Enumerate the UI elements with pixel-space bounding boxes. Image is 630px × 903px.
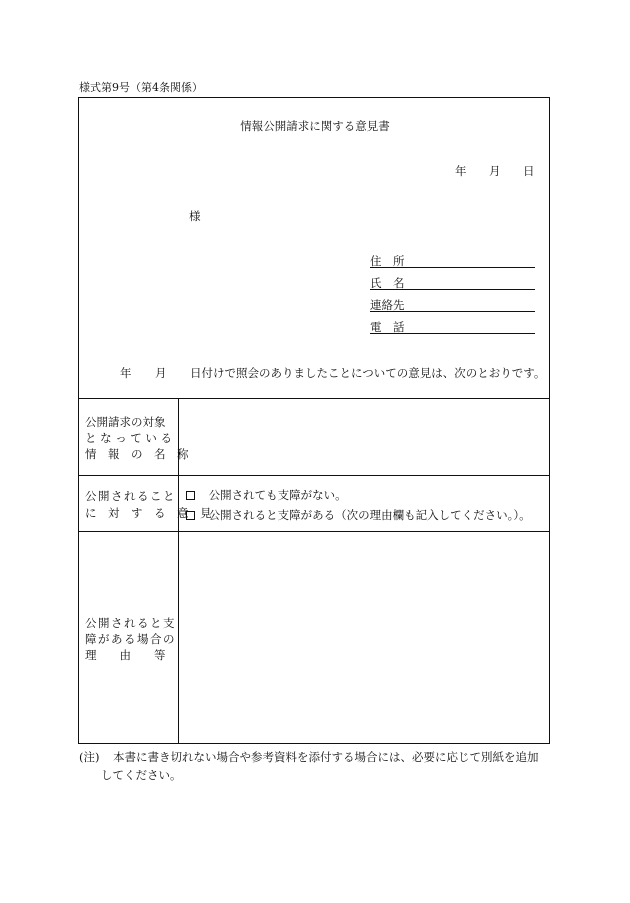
target-info-field[interactable] — [180, 400, 548, 474]
address-field[interactable] — [370, 267, 535, 268]
row-divider — [78, 531, 550, 532]
name-label: 氏 名 — [370, 276, 405, 290]
form-number: 様式第9号（第4条関係） — [79, 81, 203, 94]
form-title: 情報公開請求に関する意見書 — [240, 119, 390, 133]
row-divider — [78, 475, 550, 476]
contact-label: 連絡先 — [370, 298, 405, 312]
note-line-2: してください。 — [101, 768, 182, 782]
checkbox-not-harmful[interactable] — [186, 491, 195, 500]
option-not-harmful[interactable] — [186, 488, 347, 502]
checkbox-harmful[interactable] — [186, 511, 195, 520]
option-harmful-text: 公開されると支障がある（次の理由欄も記入してください。）。 — [208, 508, 531, 522]
reason-label-line: 理 由 等 — [85, 648, 166, 662]
contact-field[interactable] — [370, 311, 535, 312]
date-month-label: 月 — [489, 164, 501, 178]
phone-label: 電 話 — [370, 320, 405, 334]
target-info-label-line: 情 報 の 名 称 — [85, 447, 189, 461]
option-harmful[interactable] — [186, 508, 531, 522]
intro-text: 日付けで照会のありましたことについての意見は、次のとおりです。 — [190, 366, 546, 380]
address-label: 住 所 — [370, 254, 405, 268]
target-info-label-line: となっている — [85, 431, 176, 445]
name-field[interactable] — [370, 289, 535, 290]
phone-field[interactable] — [370, 333, 535, 334]
date-year-label: 年 — [455, 164, 467, 178]
option-not-harmful-text: 公開されても支障がない。 — [208, 488, 347, 502]
note-prefix: (注) — [79, 750, 100, 764]
intro-year-label: 年 — [120, 366, 132, 380]
addressee-suffix: 様 — [189, 209, 201, 223]
label-text: 公開請求の対象 — [85, 415, 166, 429]
reason-label-line: 障がある場合の — [85, 632, 176, 646]
opinion-label-line: 公開されること — [85, 489, 176, 503]
row-divider — [78, 398, 550, 399]
reason-label-line: 公開されると支 — [85, 616, 176, 630]
intro-month-label: 月 — [155, 366, 167, 380]
opinion-label-line: に 対 す る 意 見 — [85, 506, 212, 520]
target-info-label-line — [85, 415, 173, 429]
note-line-1: 本書に書き切れない場合や参考資料を添付する場合には、必要に応じて別紙を追加 — [113, 750, 539, 764]
reason-field[interactable] — [180, 533, 548, 742]
date-day-label: 日 — [523, 164, 535, 178]
